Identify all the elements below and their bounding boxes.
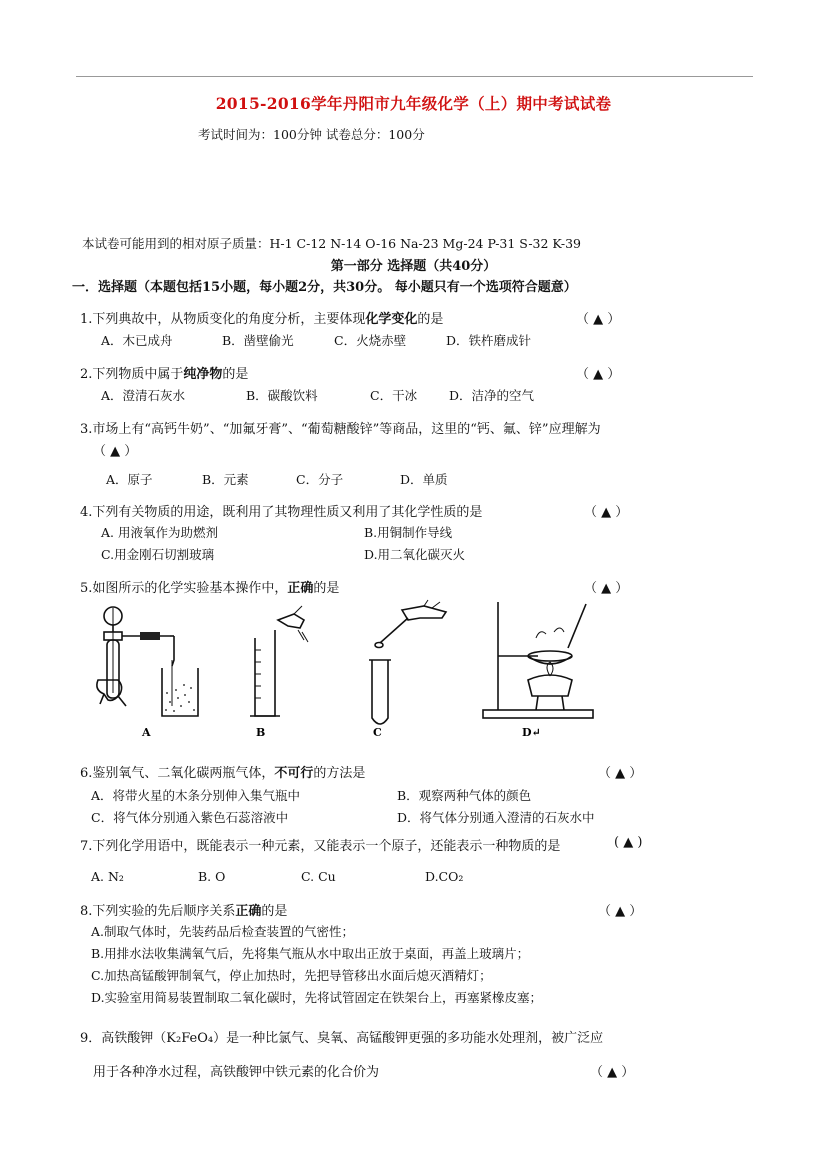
question-7: 7.下列化学用语中，既能表示一种元素，又能表示一个原子，还能表示一种物质的是 (80, 839, 561, 854)
figure-label-a: A (142, 726, 151, 739)
top-rule (76, 76, 753, 77)
q3-option-a: A．原子 (106, 472, 153, 487)
figure-label-c: C (373, 726, 382, 739)
q1-option-d: D．铁杵磨成针 (446, 333, 532, 348)
q2-option-b: B．碳酸饮料 (246, 388, 318, 403)
figure-label-b: B (256, 726, 266, 739)
q8-option-c: C.加热高锰酸钾制氧气，停止加热时，先把导管移出水面后熄灭酒精灯； (91, 968, 492, 983)
answer-mark-5: （ ▲ ） (584, 581, 629, 596)
q7-option-c: C. Cu (301, 869, 336, 884)
question-3: 3.市场上有“高钙牛奶”、“加氟牙膏”、“葡萄糖酸锌”等商品，这里的“钙、氟、锌”应理解为 (80, 422, 601, 437)
lab-operations-figure (90, 598, 610, 743)
q8-option-d: D.实验室用简易装置制取二氧化碳时，先将试管固定在铁架台上，再塞紧橡皮塞； (91, 990, 543, 1005)
q2-option-a: A．澄清石灰水 (101, 388, 186, 403)
q1-option-a: A．木已成舟 (101, 333, 173, 348)
question-9: 9．高铁酸钾（K₂FeO₄）是一种比氯气、臭氧、高锰酸钾更强的多功能水处理剂，被广泛应 (80, 1031, 604, 1046)
q6-option-a: A．将带火星的木条分别伸入集气瓶中 (91, 788, 301, 803)
answer-mark-6: （ ▲ ） (598, 766, 643, 781)
q4-option-c: C.用金刚石切割玻璃 (101, 547, 215, 562)
question-2: 2.下列物质中属于纯净物的是 (80, 367, 249, 382)
answer-mark-8: （ ▲ ） (598, 904, 643, 919)
q2-option-d: D．洁净的空气 (449, 388, 535, 403)
question-8: 8.下列实验的先后顺序关系正确的是 (80, 904, 288, 919)
answer-mark-2: （ ▲ ） (576, 367, 621, 382)
answer-mark-9: （ ▲ ） (590, 1065, 635, 1080)
q4-option-d: D.用二氧化碳灭火 (364, 547, 466, 562)
figure-a-airtightness (97, 607, 198, 716)
figure-b-cylinder (250, 606, 308, 716)
question-5: 5.如图所示的化学实验基本操作中，正确的是 (80, 581, 340, 596)
q6-option-c: C．将气体分别通入紫色石蕊溶液中 (91, 810, 289, 825)
q3-option-b: B．元素 (202, 472, 249, 487)
section-title: 一．选择题（本题包括15小题，每小题2分，共30分。 每小题只有一个选项符合题意） (72, 280, 577, 295)
part-title: 第一部分 选择题（共40分） (330, 259, 497, 274)
q1-option-b: B．凿壁偷光 (222, 333, 294, 348)
q4-option-a: A. 用液氧作为助燃剂 (101, 525, 218, 540)
page-title: 2015-2016学年丹阳市九年级化学（上）期中考试试卷 (215, 94, 612, 113)
q8-option-b: B.用排水法收集满氧气后，先将集气瓶从水中取出正放于桌面，再盖上玻璃片； (91, 946, 530, 961)
answer-mark-3: （ ▲ ） (93, 444, 138, 459)
figure-d-evaporation (483, 602, 593, 718)
figure-c-test-tube (369, 600, 446, 724)
q2-option-c: C．干冰 (370, 388, 418, 403)
answer-mark-7: ( ▲ ) (614, 835, 643, 850)
q6-option-b: B．观察两种气体的颜色 (397, 788, 532, 803)
q7-option-d: D.CO₂ (425, 869, 464, 884)
q7-option-a: A. N₂ (91, 869, 124, 884)
exam-info: 考试时间为：100分钟 试卷总分：100分 (198, 127, 425, 142)
q3-option-c: C．分子 (296, 472, 344, 487)
question-9-line-2: 用于各种净水过程，高铁酸钾中铁元素的化合价为 (93, 1065, 380, 1080)
q3-option-d: D．单质 (400, 472, 448, 487)
q6-option-d: D．将气体分别通入澄清的石灰水中 (397, 810, 595, 825)
answer-mark-1: （ ▲ ） (576, 312, 621, 327)
answer-mark-4: （ ▲ ） (584, 505, 629, 520)
question-6: 6.鉴别氧气、二氧化碳两瓶气体，不可行的方法是 (80, 766, 366, 781)
question-4: 4.下列有关物质的用途，既利用了其物理性质又利用了其化学性质的是 (80, 505, 483, 520)
q1-option-c: C．火烧赤壁 (334, 333, 407, 348)
figure-label-d: D↵ (522, 726, 541, 739)
q4-option-b: B.用铜制作导线 (364, 525, 453, 540)
q7-option-b: B. O (198, 869, 226, 884)
question-1: 1.下列典故中，从物质变化的角度分析，主要体现化学变化的是 (80, 312, 444, 327)
atomic-masses: 本试卷可能用到的相对原子质量：H-1 C-12 N-14 O-16 Na-23 Mg-24 P-31 S-32 K-39 (82, 236, 581, 251)
q8-option-a: A.制取气体时，先装药品后检查装置的气密性； (91, 924, 355, 939)
